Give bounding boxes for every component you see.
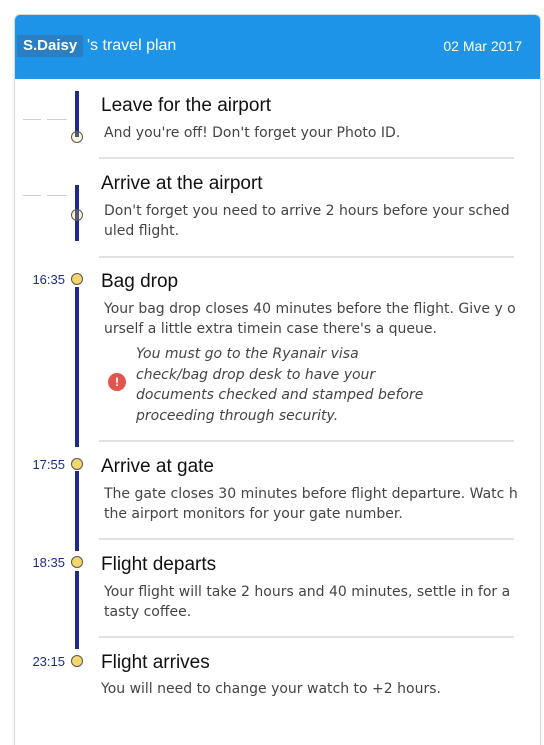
step-marker-dot: [71, 655, 83, 667]
step-description: You will need to change your watch to +2 hours.: [101, 681, 441, 697]
step-title: Bag drop: [101, 271, 179, 292]
step-time: 16:35: [32, 272, 65, 287]
step-description: And you're off! Don't forget your Photo ID.: [104, 125, 401, 141]
page-title: 's travel plan: [87, 37, 177, 54]
step-title: Flight departs: [101, 554, 217, 575]
time-placeholder-dash: [23, 195, 41, 196]
step-marker-dot: [71, 556, 83, 568]
step-title: Flight arrives: [101, 652, 210, 673]
step-time: 23:15: [32, 654, 65, 669]
step-divider: [99, 636, 514, 638]
step-marker-dot: [71, 458, 83, 470]
step-divider: [99, 157, 514, 159]
alert-icon: !: [108, 373, 126, 391]
step-description: Don't forget you need to arrive 2 hours before your sched uled flight.: [104, 203, 510, 239]
step-time: 18:35: [32, 555, 65, 570]
warning-message: You must go to the Ryanair visa check/bag drop desk to have your documents checked and stamped before proceeding through security.: [136, 346, 424, 424]
step-description: Your flight will take 2 hours and 40 minutes, settle in for a tasty coffee.: [104, 584, 511, 620]
travel-plan-card: [14, 14, 541, 745]
step-marker-dot: [71, 209, 83, 221]
time-placeholder-dash: [47, 119, 67, 120]
step-description: The gate closes 30 minutes before flight departure. Watc h the airport monitors for your gate number.: [104, 486, 518, 522]
timeline-rail: [75, 571, 79, 649]
time-placeholder-dash: [47, 195, 67, 196]
user-name-badge[interactable]: S.Daisy: [17, 35, 83, 57]
timeline-rail: [75, 287, 79, 447]
step-divider: [99, 256, 514, 258]
step-divider: [99, 538, 514, 540]
timeline-rail: [75, 471, 79, 551]
step-title: Arrive at gate: [101, 456, 214, 477]
plan-date: 02 Mar 2017: [443, 38, 522, 54]
step-title: Leave for the airport: [101, 95, 272, 116]
step-description: Your bag drop closes 40 minutes before the flight. Give y ourself a little extra timein case there's a queue.: [104, 301, 516, 337]
step-marker-dot: [71, 131, 83, 143]
timeline: [15, 15, 540, 745]
step-time: 17:55: [32, 457, 65, 472]
time-placeholder-dash: [23, 119, 41, 120]
step-divider: [99, 440, 514, 442]
step-marker-dot: [71, 273, 83, 285]
step-title: Arrive at the airport: [101, 173, 263, 194]
